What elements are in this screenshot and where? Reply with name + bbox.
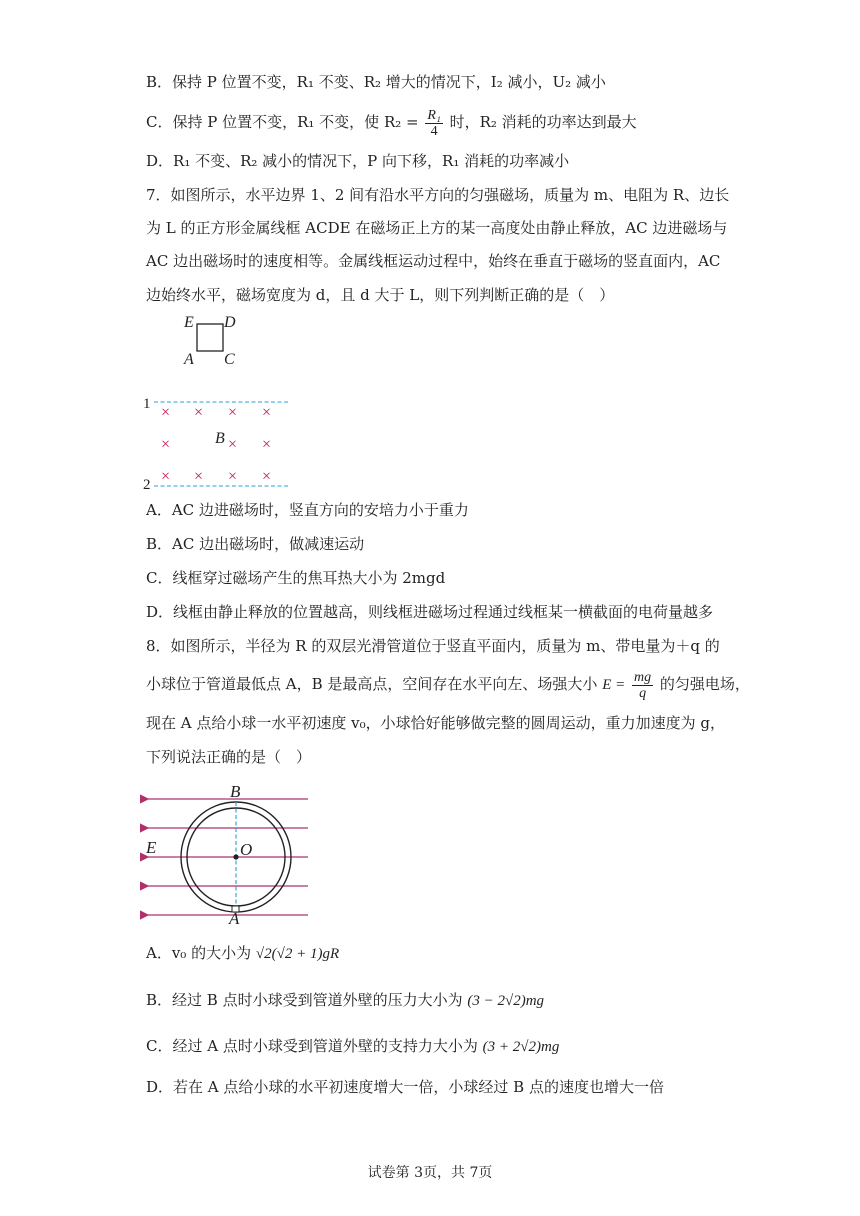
q7-stem-line-4: 边始终水平，磁场宽度为 d，且 d 大于 L，则下列判断正确的是（ ）	[146, 286, 615, 304]
cross-mark: ×	[194, 468, 204, 485]
cross-mark: ×	[228, 468, 238, 485]
square-frame	[197, 324, 223, 351]
q7-figure	[140, 310, 310, 495]
q8-option-b	[146, 989, 544, 1012]
cross-mark: ×	[228, 404, 238, 421]
q8-stem-line-1: 8．如图所示，半径为 R 的双层光滑管道位于竖直平面内，质量为 m、带电量为＋q 的	[146, 637, 720, 655]
boundary-2-label: 2	[143, 477, 151, 493]
q7-stem-line-1: 7．如图所示，水平边界 1、2 间有沿水平方向的匀强磁场，质量为 m、电阻为 R、边长	[146, 186, 730, 204]
label-B-top: B	[230, 782, 241, 801]
cross-mark: ×	[262, 436, 272, 453]
label-E: E	[184, 314, 194, 331]
q8-stem-line-2-text: 小球位于管道最低点 A，B 是最高点，空间存在水平向左、场强大小	[146, 675, 598, 693]
q8-option-c-text: C．经过 A 点时小球受到管道外壁的支持力大小为	[146, 1037, 478, 1055]
cross-mark: ×	[228, 436, 238, 453]
cross-mark: ×	[161, 468, 171, 485]
fraction-denominator: 4	[430, 123, 438, 139]
center-point	[233, 854, 238, 859]
electric-field-lines	[148, 799, 308, 915]
label-B-field: B	[215, 430, 225, 447]
cross-mark: ×	[194, 404, 204, 421]
q7-option-b: B．AC 边出磁场时，做减速运动	[146, 535, 365, 553]
q8-stem-line-2	[146, 668, 750, 701]
q8-field-fraction	[632, 670, 653, 701]
q8-stem-line-4: 下列说法正确的是（ ）	[146, 748, 312, 766]
cross-mark: ×	[262, 468, 272, 485]
q8-field-symbol: E =	[602, 677, 626, 693]
q6-option-d: D．R₁ 不变、R₂ 减小的情况下，P 向下移，R₁ 消耗的功率减小	[146, 152, 570, 170]
fraction-denominator: q	[639, 685, 647, 701]
q8-option-c-math: (3 + 2√2)mg	[482, 1039, 560, 1055]
q8-option-c	[146, 1035, 559, 1058]
label-O: O	[240, 840, 253, 859]
label-A: A	[184, 351, 194, 368]
q8-option-b-math: (3 − 2√2)mg	[467, 993, 545, 1009]
q6-option-c	[146, 107, 637, 139]
q6-option-c-text: C．保持 P 位置不变，R₁ 不变，使 R₂ =	[146, 113, 419, 131]
q8-option-d: D．若在 A 点给小球的水平初速度增大一倍，小球经过 B 点的速度也增大一倍	[146, 1078, 664, 1096]
fraction-numerator: R₁	[427, 107, 441, 123]
q8-figure	[140, 778, 315, 928]
cross-mark: ×	[262, 404, 272, 421]
q8-stem-line-2-tail: 的匀强电场，	[659, 675, 750, 693]
q7-stem-line-3: AC 边出磁场时的速度相等。金属线框运动过程中，始终在垂直于磁场的竖直面内，AC	[146, 252, 721, 270]
q8-stem-line-3: 现在 A 点给小球一水平初速度 v₀，小球恰好能够做完整的圆周运动，重力加速度为 g，	[146, 714, 725, 732]
q7-stem-line-2: 为 L 的正方形金属线框 ACDE 在磁场正上方的某一高度处由静止释放，AC 边进磁场与	[146, 219, 728, 237]
q6-option-c-tail: 时，R₂ 消耗的功率达到最大	[449, 113, 637, 131]
label-D: D	[224, 314, 236, 331]
cross-mark: ×	[161, 404, 171, 421]
label-C: C	[224, 351, 235, 368]
q7-option-a: A．AC 边进磁场时，竖直方向的安培力小于重力	[146, 501, 469, 519]
q8-option-a	[146, 942, 339, 965]
label-A-bottom: A	[229, 909, 240, 928]
label-E-field: E	[146, 838, 157, 857]
fraction-numerator: mg	[634, 669, 652, 685]
q8-option-b-text: B．经过 B 点时小球受到管道外壁的压力大小为	[146, 991, 463, 1009]
q7-option-c: C．线框穿过磁场产生的焦耳热大小为 2mgd	[146, 569, 446, 587]
q8-option-a-math: √2(√2 + 1)gR	[255, 946, 340, 962]
page-footer: 试卷第 3页，共 7页	[367, 1165, 493, 1181]
q6-option-b: B．保持 P 位置不变，R₁ 不变、R₂ 增大的情况下，I₂ 减小，U₂ 减小	[146, 73, 606, 91]
cross-mark: ×	[161, 436, 171, 453]
q6-option-c-fraction	[425, 108, 442, 139]
boundary-1-label: 1	[143, 396, 151, 412]
q7-option-d: D．线框由静止释放的位置越高，则线框进磁场过程通过线框某一横截面的电荷量越多	[146, 603, 714, 621]
q8-option-a-text: A．v₀ 的大小为	[146, 944, 252, 962]
